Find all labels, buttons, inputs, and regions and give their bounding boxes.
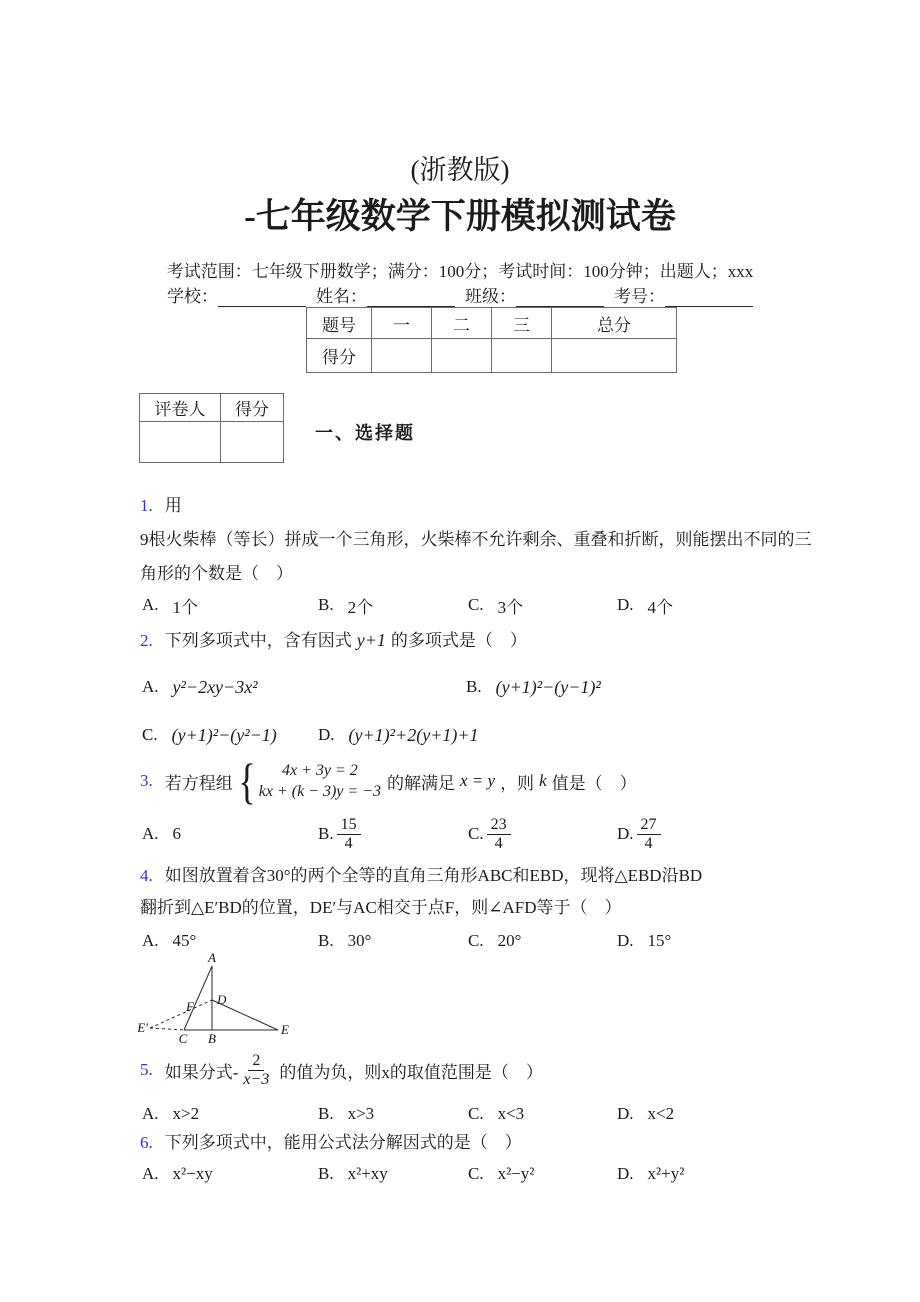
student-info-row bbox=[0, 282, 920, 307]
q3-stem-mid-1: 的解满足 bbox=[387, 773, 455, 793]
q3-equation-2: kx + (k − 3)y = −3 bbox=[258, 783, 381, 800]
score-cell-empty bbox=[432, 339, 492, 373]
q2-options-row-1 bbox=[142, 673, 872, 701]
q2-option-d-text: (y+1)²+2(y+1)+1 bbox=[348, 724, 479, 745]
q2-number: 2. bbox=[140, 631, 153, 650]
q3-option-b-label: B. bbox=[318, 824, 334, 843]
q4-option-b-text: 30° bbox=[347, 931, 372, 950]
q2-stem-pre: 下列多项式中，含有因式 bbox=[164, 631, 352, 650]
label-F: F bbox=[186, 999, 194, 1014]
q3-options bbox=[142, 812, 872, 856]
score-table-col-3: 三 bbox=[492, 308, 552, 339]
score-cell-empty bbox=[552, 339, 677, 373]
q6-option-c-text: x²−y² bbox=[497, 1164, 535, 1183]
q3-option-c bbox=[468, 812, 514, 856]
q3-option-c-fraction bbox=[487, 816, 511, 853]
q6-option-b bbox=[318, 1162, 388, 1186]
q1-options bbox=[142, 593, 872, 617]
q6-option-b-text: x²+xy bbox=[347, 1164, 388, 1183]
grader-table bbox=[139, 393, 284, 463]
q3-number: 3. bbox=[140, 771, 153, 790]
q3-stem-mid-2: ，则 bbox=[500, 773, 535, 793]
q5-option-b-text: x>3 bbox=[347, 1104, 375, 1123]
q1-option-b-label: B. bbox=[318, 595, 334, 614]
q2-options-row-2 bbox=[142, 721, 872, 749]
segment-E-prime-C-dashed bbox=[150, 1028, 184, 1030]
q6-stem-text: 下列多项式中，能用公式法分解因式的是（ ） bbox=[164, 1133, 522, 1152]
q6-number: 6. bbox=[140, 1133, 153, 1152]
exam-info-line: 考试范围：七年级下册数学；满分：100分；考试时间：100分钟；出题人；xxx bbox=[166, 262, 754, 281]
q4-option-b bbox=[318, 929, 371, 953]
q2-stem-post: 的多项式是（ ） bbox=[390, 631, 527, 650]
segment-E-prime-D-dashed bbox=[150, 1000, 212, 1028]
q2-option-a bbox=[142, 673, 258, 701]
label-A: A bbox=[208, 950, 216, 965]
q6-option-d bbox=[617, 1162, 684, 1186]
q5-option-d-label: D. bbox=[617, 1104, 634, 1123]
q6-option-a-label: A. bbox=[142, 1164, 159, 1183]
q3-option-d-fraction bbox=[637, 816, 661, 853]
q3-option-b bbox=[318, 812, 364, 856]
q2-option-c-label: C. bbox=[142, 725, 158, 744]
q3-option-a bbox=[142, 812, 181, 856]
segment-AC bbox=[184, 966, 212, 1030]
grader-cell-empty bbox=[221, 422, 284, 463]
q1-option-d-text: 4个 bbox=[647, 597, 674, 617]
class-label: 班级： bbox=[465, 287, 516, 306]
q4-option-d-label: D. bbox=[617, 931, 634, 950]
q2-option-c bbox=[142, 721, 277, 749]
q4-option-b-label: B. bbox=[318, 931, 334, 950]
q2-option-c-text: (y+1)²−(y²−1) bbox=[171, 724, 277, 745]
q3-stem-post: 值是（ ） bbox=[551, 773, 637, 793]
q1-stem-line-2: 9根火柴棒（等长）拼成一个三角形，火柴棒不允许剩余、重叠和折断，则能摆出不同的三 bbox=[140, 530, 812, 549]
q6-option-a bbox=[142, 1162, 213, 1186]
name-field bbox=[316, 282, 455, 307]
q4-stem-text-1: 如图放置着含30°的两个全等的直角三角形ABC和EBD，现将△EBD沿BD bbox=[164, 866, 703, 885]
q1-option-c-text: 3个 bbox=[497, 597, 524, 617]
q4-option-d bbox=[617, 929, 671, 953]
triangle-diagram bbox=[138, 950, 313, 1045]
q3-equation-system bbox=[259, 760, 381, 802]
q6-option-c-label: C. bbox=[468, 1164, 484, 1183]
q1-option-b-text: 2个 bbox=[347, 597, 374, 617]
q2-option-b-text: (y+1)²−(y−1)² bbox=[495, 676, 601, 697]
score-cell-empty bbox=[492, 339, 552, 373]
q5-fraction-denominator: x−3 bbox=[243, 1070, 270, 1088]
grader-score-label: 得分 bbox=[221, 394, 284, 422]
name-blank bbox=[367, 289, 455, 307]
label-E-prime: E′ bbox=[138, 1020, 148, 1035]
q3-option-d-label: D. bbox=[617, 824, 634, 843]
score-table-corner: 题号 bbox=[307, 308, 372, 339]
q2-option-b-label: B. bbox=[466, 677, 482, 696]
exam-no-label: 考号： bbox=[614, 287, 665, 306]
class-blank bbox=[516, 289, 604, 307]
q3-option-d bbox=[617, 812, 664, 856]
system-brace: { bbox=[238, 753, 256, 809]
q3-option-c-numerator: 23 bbox=[487, 816, 511, 835]
q3-option-b-numerator: 15 bbox=[337, 816, 361, 835]
q5-option-c-label: C. bbox=[468, 1104, 484, 1123]
school-field bbox=[167, 282, 306, 307]
q6-option-c bbox=[468, 1162, 534, 1186]
q1-stem-text-1: 用 bbox=[164, 496, 182, 515]
q3-option-b-fraction bbox=[337, 816, 361, 853]
score-table-col-1: 一 bbox=[372, 308, 432, 339]
q4-option-c bbox=[468, 929, 521, 953]
q1-option-a-text: 1个 bbox=[172, 597, 199, 617]
q4-number: 4. bbox=[140, 866, 153, 885]
q1-option-d bbox=[617, 593, 673, 617]
q1-option-a bbox=[142, 593, 198, 617]
q5-option-b-label: B. bbox=[318, 1104, 334, 1123]
q2-option-d-label: D. bbox=[318, 725, 335, 744]
q3-stem-pre: 若方程组 bbox=[164, 773, 233, 793]
label-D: D bbox=[217, 992, 227, 1007]
label-B: B bbox=[208, 1031, 216, 1045]
q2-option-a-text: y²−2xy−3x² bbox=[172, 676, 258, 697]
q5-option-b bbox=[318, 1102, 374, 1126]
q6-option-d-text: x²+y² bbox=[647, 1164, 685, 1183]
score-table-col-total: 总分 bbox=[552, 308, 677, 339]
score-table-col-2: 二 bbox=[432, 308, 492, 339]
q4-option-a-text: 45° bbox=[172, 931, 197, 950]
label-C: C bbox=[178, 1031, 188, 1045]
score-table bbox=[306, 307, 677, 373]
q5-number: 5. bbox=[140, 1060, 153, 1079]
q5-stem-pre: 如果分式- bbox=[164, 1062, 239, 1082]
q5-option-a bbox=[142, 1102, 199, 1126]
class-field bbox=[465, 282, 604, 307]
q4-option-a-label: A. bbox=[142, 931, 159, 950]
q2-stem bbox=[140, 630, 527, 651]
q3-option-a-label: A. bbox=[142, 824, 159, 843]
score-row-label: 得分 bbox=[307, 339, 372, 373]
q3-condition: x = y bbox=[460, 771, 496, 790]
q5-stem-post: 的值为负，则x的取值范围是（ ） bbox=[279, 1062, 543, 1082]
q1-option-c-label: C. bbox=[468, 595, 484, 614]
grader-label: 评卷人 bbox=[140, 394, 221, 422]
page-title: -七年级数学下册模拟测试卷 bbox=[244, 197, 676, 236]
q1-option-d-label: D. bbox=[617, 595, 634, 614]
q3-variable: k bbox=[539, 771, 547, 790]
q1-stem-line-3: 角形的个数是（ ） bbox=[140, 564, 293, 583]
q2-option-b bbox=[466, 673, 601, 701]
q5-fraction-numerator: 2 bbox=[248, 1052, 264, 1071]
q5-options bbox=[142, 1102, 872, 1126]
q3-option-d-denominator: 4 bbox=[644, 834, 653, 852]
score-cell-empty bbox=[372, 339, 432, 373]
edition-title: (浙教版) bbox=[410, 155, 510, 185]
exam-no-field bbox=[614, 282, 753, 307]
q3-equation-1: 4x + 3y = 2 bbox=[281, 762, 358, 779]
section-title: 一、选择题 bbox=[315, 423, 415, 443]
q2-stem-math: y+1 bbox=[356, 630, 386, 650]
q2-option-d bbox=[318, 721, 478, 749]
q4-stem-line-2: 翻折到△E′BD的位置，DE′与AC相交于点F，则∠AFD等于（ ） bbox=[140, 898, 622, 917]
q1-option-a-label: A. bbox=[142, 595, 159, 614]
q5-stem bbox=[140, 1048, 543, 1092]
grader-cell-empty bbox=[140, 422, 221, 463]
school-label: 学校： bbox=[167, 287, 218, 306]
q5-option-a-text: x>2 bbox=[172, 1104, 200, 1123]
q4-option-c-text: 20° bbox=[497, 931, 522, 950]
q5-option-a-label: A. bbox=[142, 1104, 159, 1123]
q6-options bbox=[142, 1162, 872, 1186]
q1-number: 1. bbox=[140, 496, 153, 515]
q3-option-c-label: C. bbox=[468, 824, 484, 843]
q5-option-d-text: x<2 bbox=[647, 1104, 675, 1123]
q6-option-a-text: x²−xy bbox=[172, 1164, 213, 1183]
q6-stem bbox=[140, 1133, 522, 1153]
q2-option-a-label: A. bbox=[142, 677, 159, 696]
q3-option-d-numerator: 27 bbox=[637, 816, 661, 835]
q5-option-c-text: x<3 bbox=[497, 1104, 525, 1123]
q6-option-d-label: D. bbox=[617, 1164, 634, 1183]
q6-option-b-label: B. bbox=[318, 1164, 334, 1183]
q3-stem bbox=[140, 755, 637, 807]
exam-no-blank bbox=[665, 289, 753, 307]
q4-option-d-text: 15° bbox=[647, 931, 672, 950]
q5-option-d bbox=[617, 1102, 674, 1126]
name-label: 姓名： bbox=[316, 287, 367, 306]
q5-option-c bbox=[468, 1102, 524, 1126]
q3-option-c-denominator: 4 bbox=[494, 834, 503, 852]
label-E: E bbox=[281, 1022, 289, 1037]
q5-fraction bbox=[241, 1052, 271, 1089]
q1-stem-line-1 bbox=[140, 496, 182, 516]
q1-option-c bbox=[468, 593, 523, 617]
q4-option-c-label: C. bbox=[468, 931, 484, 950]
q3-option-b-denominator: 4 bbox=[344, 834, 353, 852]
q3-option-a-text: 6 bbox=[172, 824, 182, 843]
q4-triangle-figure bbox=[138, 950, 313, 1050]
q4-stem-line-1 bbox=[140, 866, 702, 886]
school-blank bbox=[218, 289, 306, 307]
q1-option-b bbox=[318, 593, 373, 617]
